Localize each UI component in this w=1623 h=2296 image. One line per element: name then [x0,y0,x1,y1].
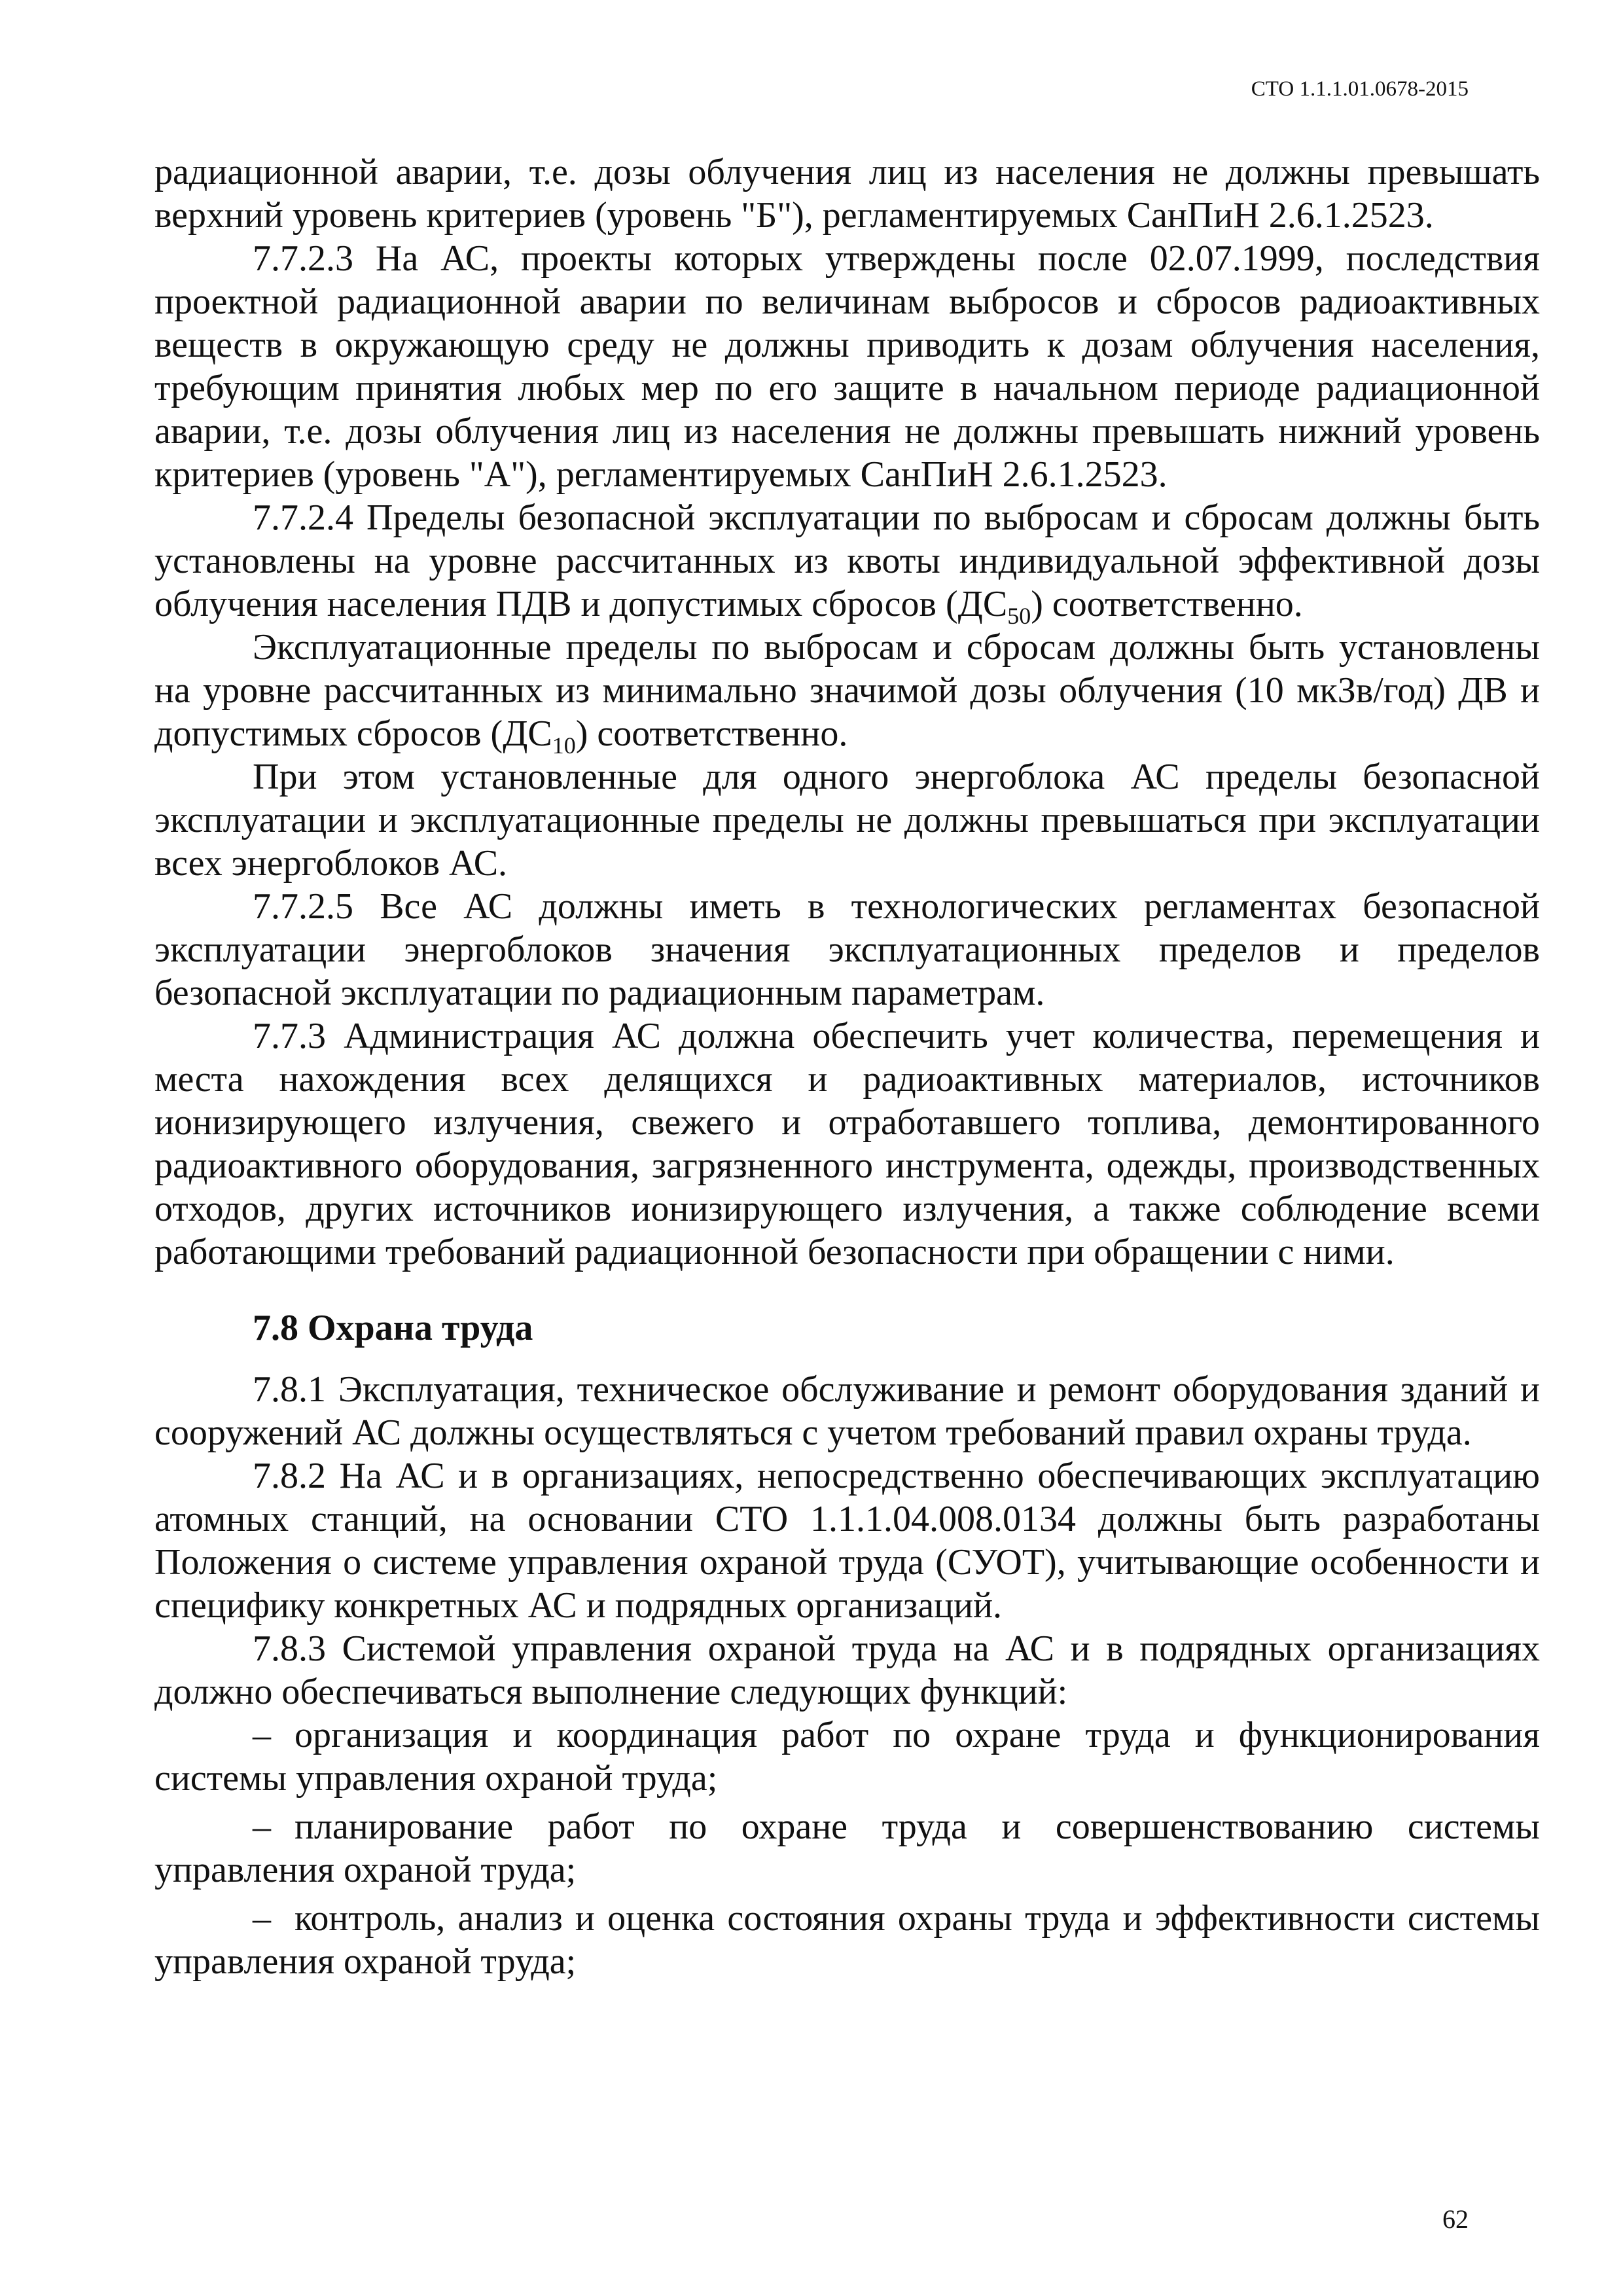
list-item-text: планирование работ по охране труда и совершенствованию системы управления охраной труда; [154,1806,1540,1890]
list-item-text: организация и координация работ по охране труда и функционирования системы управления охраной труда; [154,1715,1540,1799]
paragraph [154,626,1540,759]
paragraph: 7.7.3 Администрация АС должна обеспечить учет количества, перемещения и места нахождения всех делящихся и радиоактивных материалов, источников ионизирующего излучения, свежего и отработавшего топлива, демонтированного радиоактивного оборудования, загрязненного инструмента, одежды, производственных отходов, других источников ионизирующего излучения, а также соблюдение всеми работающими требований радиационной безопасности при обращении с ними. [154,1016,1540,1272]
document-body [154,151,1540,1988]
list-item [154,1897,1540,1983]
paragraph-text: Эксплуатационные пределы по выбросам и сбросам должны быть установлены на уровне рассчитанных из минимально значимой дозы облучения (10 мкЗв/год) ДВ и допустимых сбросов (ДС [154,627,1540,754]
list-item [154,1805,1540,1892]
paragraph: 7.7.2.5 Все АС должны иметь в технологических регламентах безопасной эксплуатации энергоблоков значения эксплуатационных пределов и пределов безопасной эксплуатации по радиационным параметрам. [154,886,1540,1013]
paragraph: При этом установленные для одного энергоблока АС пределы безопасной эксплуатации и эксплуатационные пределы не должны превышаться при эксплуатации всех энергоблоков АС. [154,757,1540,884]
section-heading: 7.8 Охрана труда [253,1308,533,1348]
dash-marker: – [253,1806,271,1847]
paragraph: 7.8.1 Эксплуатация, техническое обслуживание и ремонт оборудования зданий и сооружений АС должны осуществляться с учетом требований правил охраны труда. [154,1369,1540,1453]
subscript: 10 [552,732,576,759]
paragraph [154,496,1540,630]
document-code-header: СТО 1.1.1.01.0678-2015 [1251,77,1469,101]
paragraph: 7.8.2 На АС и в организациях, непосредственно обеспечивающих эксплуатацию атомных станций, на основании СТО 1.1.1.04.008.0134 должны быть разработаны Положения о системе управления охраной труда (СУОТ), учитывающие особенности и специфику конкретных АС и подрядных организаций. [154,1456,1540,1626]
paragraph-text: 7.7.2.4 Пределы безопасной эксплуатации по выбросам и сбросам должны быть установлены на уровне рассчитанных из квоты индивидуальной эффективной дозы облучения населения ПДВ и допустимых сбросов (ДС [154,497,1540,624]
dash-marker: – [253,1898,271,1939]
dash-marker: – [253,1715,271,1755]
list-item-text: контроль, анализ и оценка состояния охраны труда и эффективности системы управления охраной труда; [154,1898,1540,1982]
paragraph: 7.7.2.3 На АС, проекты которых утверждены после 02.07.1999, последствия проектной радиационной аварии по величинам выбросов и сбросов радиоактивных веществ в окружающую среду не должны приводить к дозам облучения населения, требующим принятия любых мер по его защите в начальном периоде радиационной аварии, т.е. дозы облучения лиц из населения не должны превышать нижний уровень критериев (уровень "А"), регламентируемых СанПиН 2.6.1.2523. [154,238,1540,495]
list-item [154,1713,1540,1800]
page-number: 62 [1442,2204,1469,2234]
paragraph: 7.8.3 Системой управления охраной труда на АС и в подрядных организациях должно обеспечиваться выполнение следующих функций: [154,1628,1540,1712]
paragraph-text: ) соответственно. [575,713,848,754]
paragraph: радиационной аварии, т.е. дозы облучения лиц из населения не должны превышать верхний уровень критериев (уровень "Б"), регламентируемых СанПиН 2.6.1.2523. [154,152,1540,236]
paragraph-text: ) соответственно. [1031,584,1303,624]
subscript: 50 [1007,603,1031,630]
